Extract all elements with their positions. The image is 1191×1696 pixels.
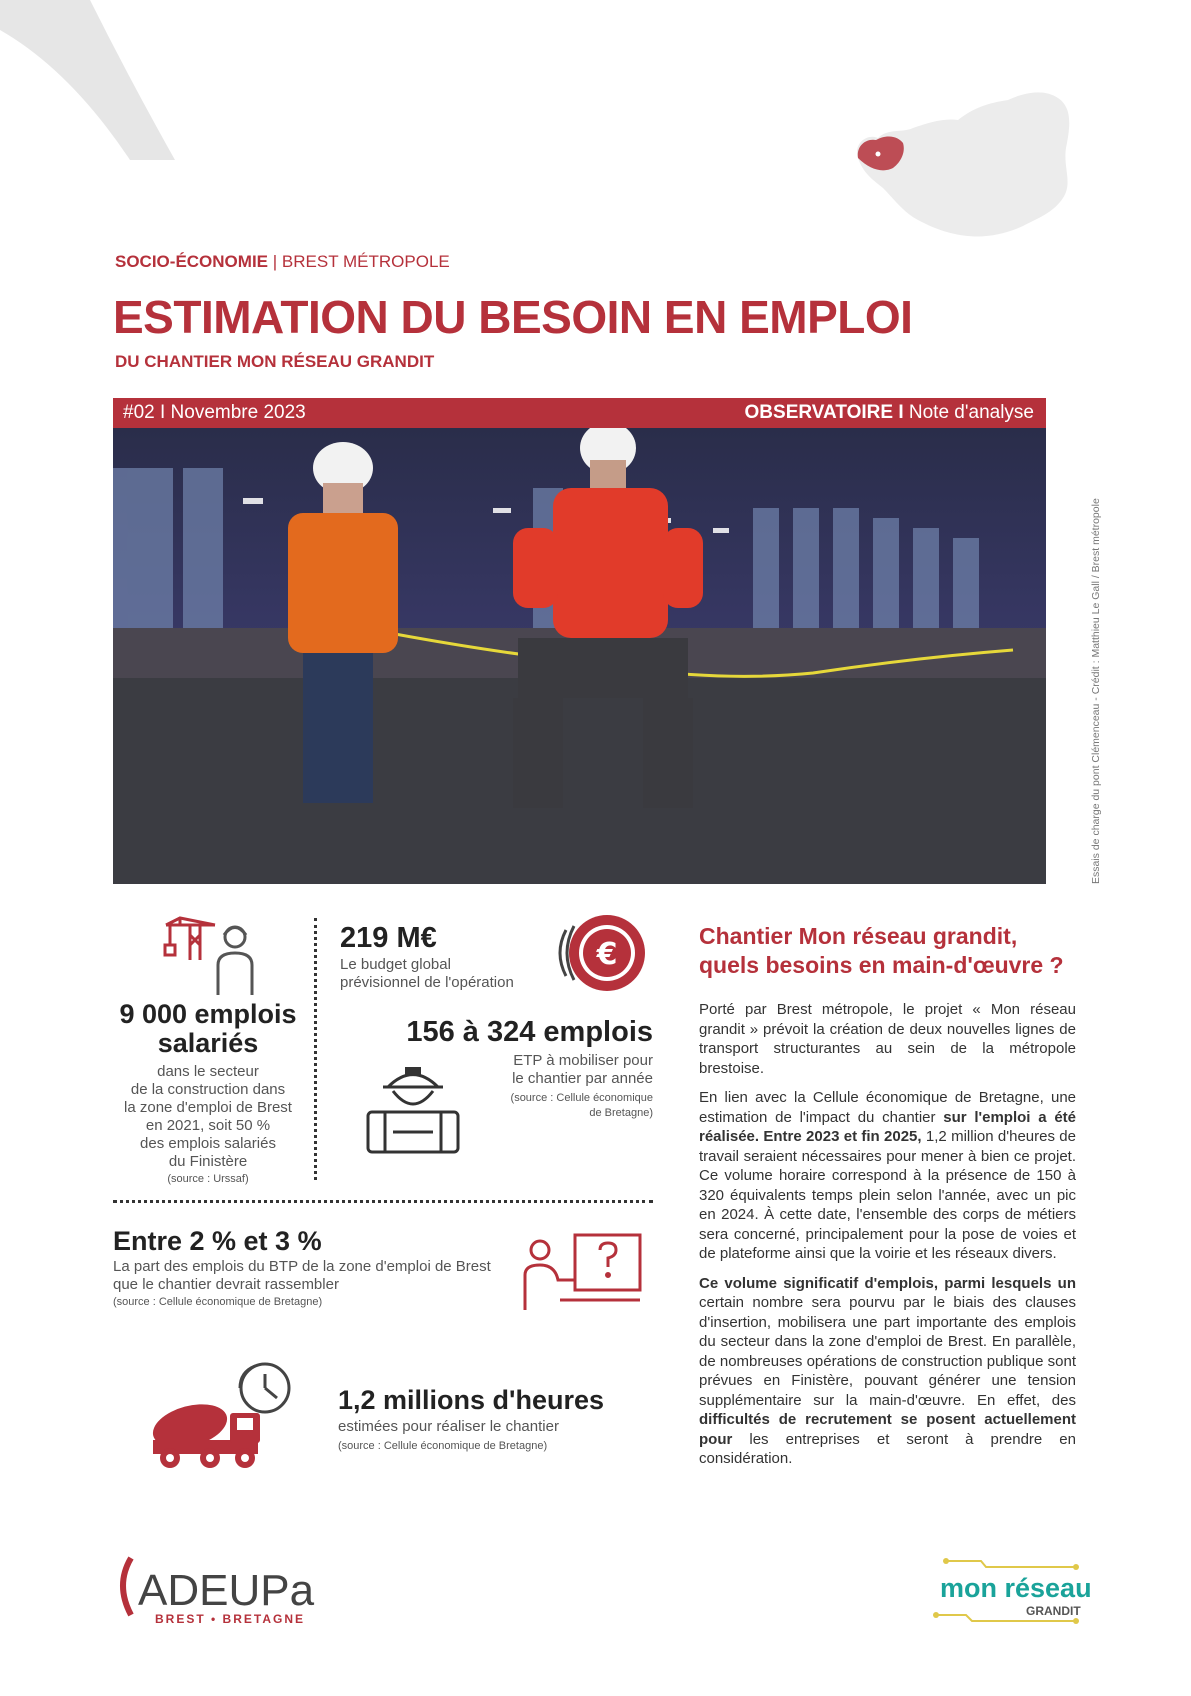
page-title: ESTIMATION DU BESOIN EN EMPLOI [113, 291, 913, 343]
article-body [699, 1000, 1076, 1479]
page-subtitle: DU CHANTIER MON RÉSEAU GRANDIT [115, 352, 435, 371]
svg-text:€: € [596, 937, 618, 972]
article-paragraph-1: Porté par Brest métropole, le projet « Mon réseau grandit » prévoit la création de deux nouvelles lignes de transport structurantes au sein de la métropole brestoise. [699, 1001, 1076, 1077]
issue-band [113, 398, 1046, 428]
stat-heures-value: 1,2 millions d'heures [338, 1385, 605, 1415]
adeupa-logo-subtext: BREST • BRETAGNE [155, 1612, 305, 1626]
stat-emplois-value: 9 000 emplois salariés [119, 999, 297, 1058]
stat-emplois-desc: dans le secteur de la construction dans la zone d'emploi de Brest en 2021, soit 50 % des emplois salariés du Finistère [124, 1063, 292, 1170]
cover-photo [113, 428, 1046, 884]
kicker-place: BREST MÉTROPOLE [281, 252, 450, 271]
computer-question-icon [520, 1225, 645, 1315]
stat-etp-source: (source : Cellule économique de Bretagne) [510, 1092, 653, 1119]
crane-worker-icon [160, 915, 260, 995]
issue-number: #02 I Novembre 2023 [123, 402, 306, 423]
brittany-map [848, 88, 1078, 248]
article-paragraph-2: En lien avec la Cellule économique de Bretagne, une estimation de l'impact du chantier sur l'emploi a été réalisée. Entre 2023 et fin 2025, 1,2 million d'heures de travail seraient nécessaires pour mener à bien ce projet. Ce volume horaire correspond à la présence de 150 à 320 équivalents temps plein selon l'année, avec un pic en 2024. À cette date, l'ensemble des corps de métiers sera concerné, principalement pour la pose de voies et de plateforme ainsi que la voirie et les réseaux divers. [699, 1089, 1076, 1262]
kicker: SOCIO-ÉCONOMIE | BREST MÉTROPOLE [115, 252, 450, 271]
mrg-logo-subtext: GRANDIT [1026, 1604, 1081, 1618]
stat-heures-source: (source : Cellule économique de Bretagne) [338, 1440, 548, 1452]
mrg-logo-text: mon réseau [940, 1573, 1092, 1603]
decorative-arc [0, 0, 200, 180]
article-paragraph-3: Ce volume significatif d'emplois, parmi lesquels un certain nombre sera pourvu par le biais des clauses d'insertion, mobilisera une part importante des emplois du secteur dans la zone d'emploi de Brest. En parallèle, de nombreuses opérations de construction publique sont prévues en Finistère, pouvant générer une tension supplémentaire sur la main-d'œuvre. En effet, des difficultés de recrutement se posent actuellement pour les entreprises et seront à prendre en considération. [699, 1274, 1076, 1467]
adeupa-logo [113, 1553, 333, 1633]
mon-reseau-grandit-logo [926, 1553, 1096, 1633]
stat-budget-value: 219 M€ [340, 922, 437, 954]
horizontal-divider [113, 1200, 653, 1203]
stat-emplois-source: (source : Urssaf) [167, 1173, 249, 1185]
worker-blueprint-icon [363, 1057, 463, 1157]
photo-credit: Essais de charge du pont Clémenceau - Crédit : Matthieu Le Gall / Brest métropole [1090, 498, 1102, 884]
stat-etp-desc: ETP à mobiliser pour le chantier par année [512, 1052, 653, 1087]
article-title: Chantier Mon réseau grandit, quels besoins en main-d'œuvre ? [699, 923, 1064, 978]
stat-heures-desc: estimées pour réaliser le chantier [338, 1418, 559, 1435]
stat-part-desc: La part des emplois du BTP de la zone d'emploi de Brest que le chantier devrait rassembler [113, 1258, 491, 1293]
adeupa-logo-text: ADEUPa [138, 1566, 315, 1615]
stat-etp-value: 156 à 324 emplois [406, 1016, 653, 1048]
euro-coin-icon [552, 908, 652, 998]
mixer-truck-clock-icon [145, 1358, 295, 1473]
stat-budget-desc: Le budget global prévisionnel de l'opération [340, 956, 514, 991]
vertical-divider [314, 918, 317, 1180]
stat-part-source: (source : Cellule économique de Bretagne) [113, 1296, 323, 1308]
series-label: OBSERVATOIRE I Note d'analyse [744, 402, 1034, 423]
kicker-theme: SOCIO-ÉCONOMIE [115, 252, 269, 271]
stat-part-value: Entre 2 % et 3 % [113, 1226, 322, 1256]
